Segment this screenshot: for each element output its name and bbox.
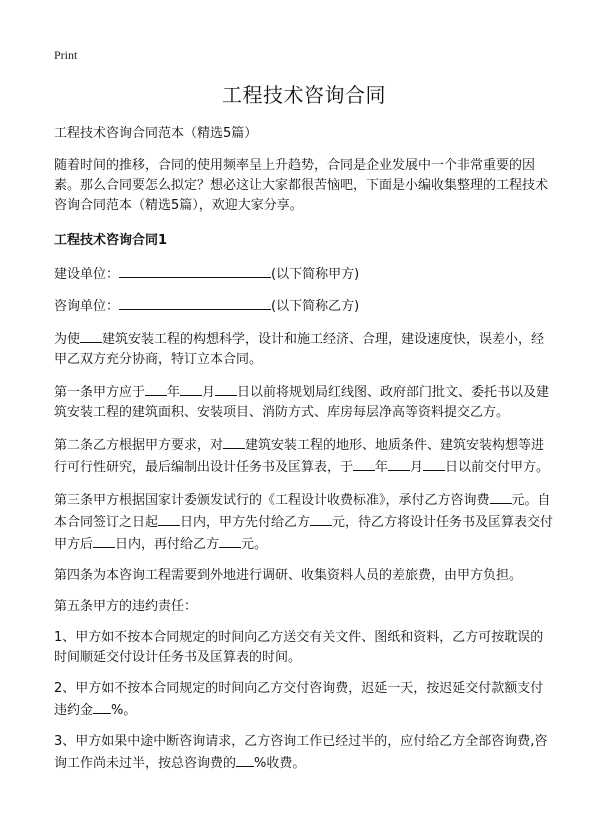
article-2-text-d: 月 — [410, 460, 424, 475]
purpose-text-b: 建筑安装工程的构想科学，设计和施工经济、合理，建设速度快，误差小，经甲乙双方充分协商，特订立本合同。 — [54, 332, 545, 367]
day-blank — [423, 456, 445, 471]
article-1-text-b: 年 — [167, 385, 181, 400]
days-blank — [158, 511, 180, 526]
article-2-text-a: 第二条乙方根据甲方要求，对 — [54, 438, 224, 453]
days-blank — [93, 533, 115, 548]
project-blank — [223, 434, 245, 449]
fee-blank — [490, 489, 512, 504]
item-3-text-a: 3、甲方如果中途中断咨询请求，乙方咨询工作已经过半的，应付给乙方全部咨询费,咨询工作尚未过半，按总咨询费的 — [54, 734, 548, 771]
day-blank — [215, 381, 237, 396]
article-1-text-a: 第一条甲方应于 — [54, 385, 146, 400]
consultant-suffix: (以下简称乙方) — [271, 299, 360, 314]
penalty-blank — [93, 699, 111, 714]
article-3-text-f: 元。 — [241, 537, 268, 552]
article-4: 第四条为本咨询工程需要到外地进行调研、收集资料人员的差旅费，由甲方负担。 — [54, 568, 523, 583]
article-3-text-c: 日内，甲方先付给乙方 — [180, 515, 311, 530]
year-blank — [353, 456, 375, 471]
percent-blank — [236, 752, 254, 767]
builder-suffix: (以下简称甲方) — [271, 267, 360, 282]
article-5: 第五条甲方的违约责任： — [54, 599, 198, 614]
consultant-label: 咨询单位： — [54, 299, 120, 314]
builder-field — [54, 263, 554, 285]
article-1-text-c: 月 — [202, 385, 216, 400]
item-2-text-a: 2、甲方如不按本合同规定的时间向乙方交付咨询费，迟延一天，按迟延交付款额支付违约金 — [54, 681, 544, 718]
item-3-text-b: %收费。 — [254, 756, 306, 771]
document-subtitle: 工程技术咨询合同范本（精选5篇） — [54, 126, 258, 141]
consultant-blank — [119, 295, 271, 310]
liability-item-3 — [54, 732, 554, 774]
liability-item-2 — [54, 679, 554, 721]
article-1-text-d: 日以前将规划局红线图、政府部门批文、委托书以及建筑安装工程的建筑面积、安装项目、消防方式、库房每层净高等资料提交乙方。 — [54, 385, 550, 420]
article-3-text-e: 日内，再付给乙方 — [115, 537, 220, 552]
purpose-text-a: 为使 — [54, 332, 81, 347]
purpose-paragraph — [54, 328, 554, 370]
print-link[interactable]: Print — [54, 48, 78, 62]
month-blank — [388, 456, 410, 471]
month-blank — [180, 381, 202, 396]
balance-blank — [219, 533, 241, 548]
consultant-field — [54, 295, 554, 317]
article-3 — [54, 489, 554, 555]
item-2-text-b: %。 — [111, 703, 137, 718]
article-2 — [54, 434, 554, 478]
article-3-text-d: 元，待乙方将设计任务书及匡算表交付甲方后 — [54, 515, 554, 552]
article-3-text-b: 元。自本合同签订之日起 — [54, 493, 551, 530]
article-2-text-e: 日以前交付甲方。 — [445, 460, 550, 475]
year-blank — [145, 381, 167, 396]
article-1 — [54, 381, 554, 423]
article-2-text-c: 年 — [375, 460, 389, 475]
project-name-blank — [80, 328, 102, 343]
builder-blank — [119, 263, 271, 278]
builder-label: 建设单位： — [54, 267, 120, 282]
document-title: 工程技术咨询合同 — [222, 83, 386, 107]
article-2-text-b: 建筑安装工程的地形、地质条件、建筑安装构想等进行可行性研究，最后编制出设计任务书及匡算表，于 — [54, 438, 545, 475]
section-heading: 工程技术咨询合同1 — [54, 233, 168, 248]
article-3-text-a: 第三条甲方根据国家计委颁发试行的《工程设计收费标准》，承付乙方咨询费 — [54, 493, 490, 508]
advance-blank — [310, 511, 332, 526]
intro-paragraph: 随着时间的推移，合同的使用频率呈上升趋势，合同是企业发展中一个非常重要的因素。那么合同要怎么拟定？想必这让大家都很苦恼吧，下面是小编收集整理的工程技术咨询合同范本（精选5篇），欢迎大家分享。 — [54, 158, 549, 213]
liability-item-1: 1、甲方如不按本合同规定的时间向乙方送交有关文件、图纸和资料，乙方可按耽误的时间顺延交付设计任务书及匡算表的时间。 — [54, 630, 544, 665]
